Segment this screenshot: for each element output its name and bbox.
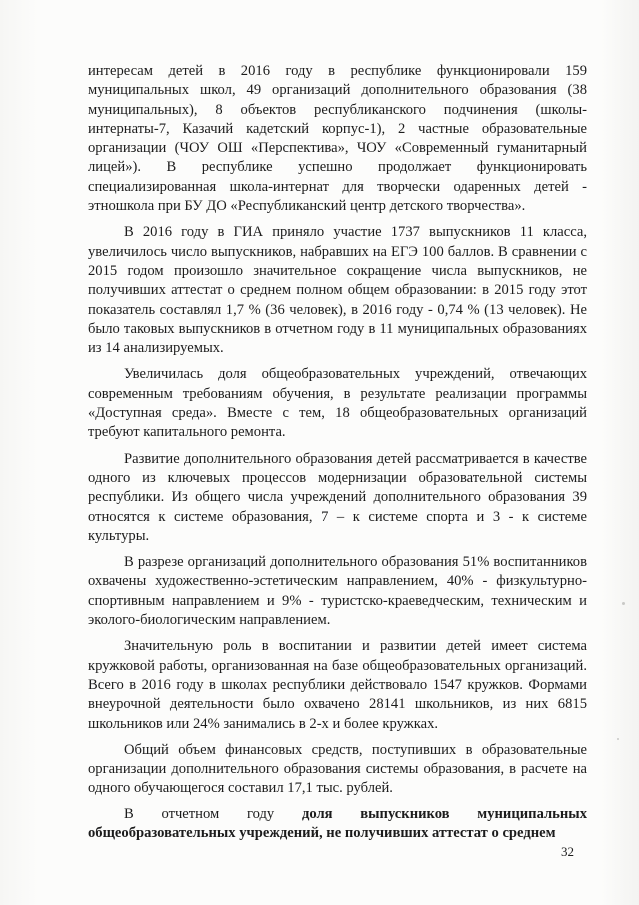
paragraph-accessible-environment: Увеличилась доля общеобразовательных учреждений, отвечающих современным требованиям обучения, в результате реализации программы «Доступная среда». Вместе с тем, 18 общеобразовательных организаций требуют капитального ремонта.	[88, 366, 587, 441]
paragraph-bold-text: доля выпускников муниципальных общеобразовательных учреждений, не получивших аттестат о среднем	[88, 805, 588, 841]
paragraph-clubs: Значительную роль в воспитании и развитии детей имеет система кружковой работы, организованная на базе общеобразовательных организаций. Всего в 2016 году в школах республики действовало 1547 кружков. Формами внеурочной деятельности было охвачено 28141 школьников, из них 6815 школьников или 24% занимались в 2-х и более кружках.	[88, 638, 587, 732]
scan-speck	[617, 738, 619, 740]
page-number: 32	[561, 844, 574, 859]
scan-speck	[622, 602, 625, 605]
paragraph-directions: В разрезе организаций дополнительного образования 51% воспитанников охвачены художественно-эстетическим направлением, 40% - физкультурно-спортивным направлением и 9% - туристско-краеведческим, техническим и эколого-биологическим направлением.	[88, 554, 587, 629]
paragraph-graduates-share	[88, 805, 587, 844]
paragraph-schools-count: интересам детей в 2016 году в республике функционировали 159 муниципальных школ, 49 организаций дополнительного образования (38 муниципальных), 8 объектов республиканского подчинения (школы-интернаты-7, Казачий кадетский корпус-1), 2 частные образовательные организации (ЧОУ ОШ «Перспектива», ЧОУ «Современный гуманитарный лицей»). В республике успешно продолжает функционировать специализированная школа-интернат для творчески одаренных детей - этношкола при БУ ДО «Республиканский центр детского творчества».	[88, 63, 587, 215]
paragraph-gia-results: В 2016 году в ГИА приняло участие 1737 выпускников 11 класса, увеличилось число выпускников, набравших на ЕГЭ 100 баллов. В сравнении с 2015 годом произошло значительное сокращение числа выпускников, не получивших аттестат о среднем полном общем образовании: в 2015 году этот показатель составлял 1,7 % (36 человек), в 2016 году - 0,74 % (13 человек). Не было таковых выпускников в отчетном году в 11 муниципальных образованиях из 14 анализируемых.	[88, 224, 587, 357]
paragraph-lead-text: В отчетном году	[124, 805, 302, 822]
body-text	[88, 62, 587, 843]
paragraph-financing: Общий объем финансовых средств, поступивших в образовательные организации дополнительного образования системы образования, в расчете на одного обучающегося составил 17,1 тыс. рублей.	[88, 741, 587, 797]
paragraph-additional-education: Развитие дополнительного образования детей рассматривается в качестве одного из ключевых процессов модернизации образовательной системы республики. Из общего числа учреждений дополнительного образования 39 относятся к системе образования, 7 – к системе спорта и 3 - к системе культуры.	[88, 450, 587, 544]
